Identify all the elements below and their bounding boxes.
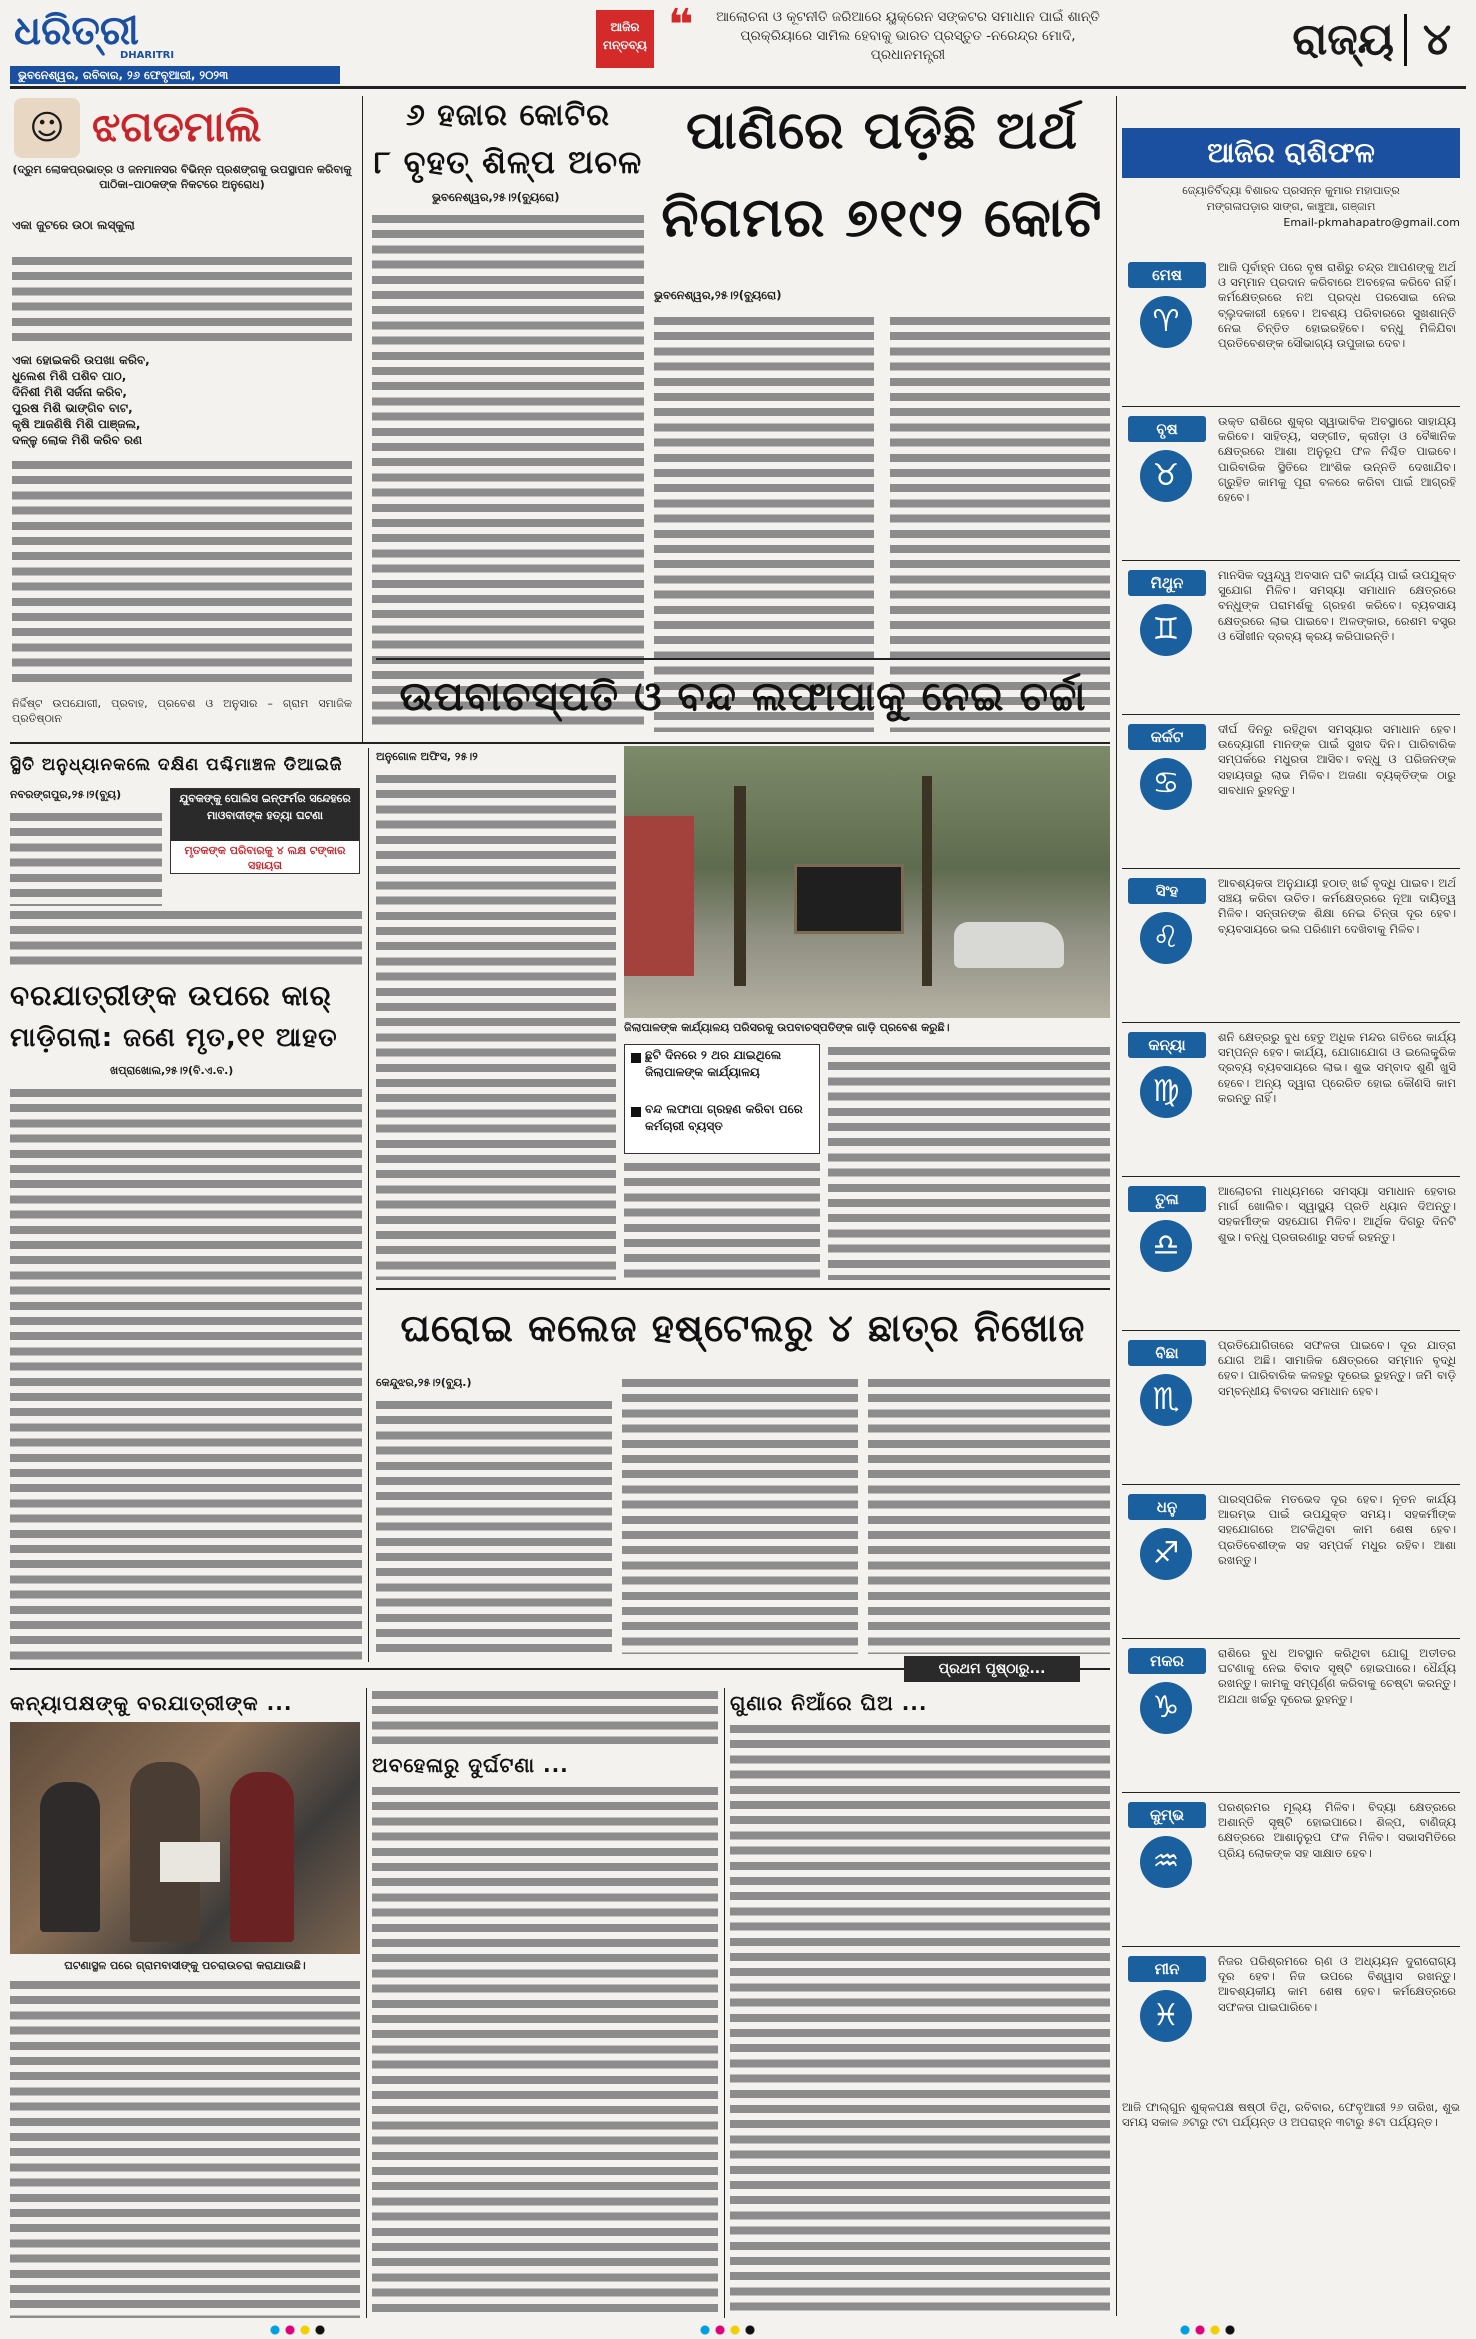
rashifal-sign-text: ଶନି କ୍ଷେତ୍ରରୁ ବୁଧ ହେତୁ ଅଧିକ ମନ୍ଦର ଗତିରେ କାର୍ଯ୍ୟ ସମ୍ପନ୍ନ ହେବ। କାର୍ଯ୍ୟ, ଯୋଗାଯୋଗ ଓ ଇଲେକ୍ଟ୍ରିକ ଦ୍ରବ୍ୟ ବ୍ୟବସାୟରେ ଲାଭ। ଶୁଭ ସମ୍ବାଦ ଶୁଣି ଖୁସି ହେବେ। ଅନ୍ୟ ଦ୍ୱାରା ପ୍ରେରିତ ହୋଇ କୌଣସି କାମ କରନ୍ତୁ ନାହିଁ। bbox=[1218, 1030, 1456, 1105]
registration-dots-icon bbox=[1180, 2325, 1250, 2335]
southern-body-2 bbox=[10, 908, 362, 968]
rashifal-sign-name: ଧନୁ bbox=[1128, 1494, 1206, 1520]
rashifal-sign-name: କନ୍ୟା bbox=[1128, 1032, 1206, 1058]
aries-icon: ♈ bbox=[1140, 296, 1192, 348]
college-dateline: କେନ୍ଦୁଝର,୨୫।୨(ବ୍ୟୁ.) bbox=[376, 1376, 472, 1389]
industry-headline-1: ୬ ହଜାର କୋଟିର bbox=[405, 98, 611, 133]
cartoon-faces-icon: ☺ bbox=[14, 98, 80, 158]
college-top-rule bbox=[376, 1288, 1110, 1290]
poem-line: ଧୁଲେଶ ମିଶି ପଶିବ ପାଠ, bbox=[12, 369, 127, 383]
jhagadmali-column bbox=[10, 96, 356, 736]
accident-body bbox=[10, 1086, 362, 1662]
college-body-col-1 bbox=[376, 1398, 612, 1654]
college-headline: ଘରୋଇ କଲେଜ ହଷ୍ଟେଲରୁ ୪ ଛାତ୍ର ନିଖୋଜ bbox=[400, 1306, 1086, 1350]
column-rule bbox=[362, 96, 363, 744]
bullet-square-icon bbox=[631, 1053, 641, 1063]
southern-box-line: ମୃତକଙ୍କ ପରିବାରକୁ ୪ ଲକ୍ଷ ଟଙ୍କାର ସହାୟତା bbox=[184, 844, 346, 872]
rashifal-sign-text: ଦୀର୍ଘ ଦିନରୁ ରହିଥିବା ସମସ୍ୟାର ସମାଧାନ ହେବ। ଉଦ୍ୟୋଗୀ ମାନଙ୍କ ପାଇଁ ସୁଖଦ ଦିନ। ପାରିବାରିକ ସମ୍ପର୍କରେ ମଧୁରତା ଆସିବ। ବନ୍ଧୁ ଓ ପରିଜନଙ୍କ ସହାୟତାରୁ ଲାଭ ମିଳିବ। ଅଜଣା ବ୍ୟକ୍ତିଙ୍କ ଠାରୁ ସାବଧାନ ରୁହନ୍ତୁ। bbox=[1218, 722, 1456, 797]
aquarius-icon: ♒ bbox=[1140, 1836, 1192, 1888]
jhagadmali-poem bbox=[12, 352, 352, 452]
logo-subtitle: DHARITRI bbox=[120, 50, 175, 61]
rashifal-sign-row bbox=[1122, 1948, 1460, 2102]
industry-headline-2: ୮ ବୃହତ୍ ଶିଳ୍ପ ଅଚଳ bbox=[373, 143, 643, 181]
column-rule bbox=[366, 1688, 367, 2318]
industry-story bbox=[372, 96, 644, 736]
scorpio-icon: ♏ bbox=[1140, 1374, 1192, 1426]
mid-body-col-2 bbox=[828, 1044, 1110, 1280]
mid-bullet-2: ବନ୍ଦ ଲଫାପା ଗ୍ରହଣ କରିବା ପରେ କର୍ମଚାରୀ ବ୍ୟସ୍ତ bbox=[645, 1102, 803, 1133]
masthead bbox=[0, 0, 1476, 84]
rashifal-sign-text: ରାଶିରେ ବୁଧ ଅବସ୍ଥାନ କରିଥିବା ଯୋଗୁ ଅତୀତର ଘଟଣାକୁ ନେଇ ବିବାଦ ସୃଷ୍ଟି ହୋଇପାରେ। ଧୈର୍ଯ୍ୟ ରଖନ୍ତୁ। କାମକୁ ସମ୍ପୂର୍ଣ୍ଣ କରିବାକୁ ଚେଷ୍ଟା କରନ୍ତୁ। ଅଯଥା ଖର୍ଚ୍ଚରୁ ଦୂରେଇ ରୁହନ୍ତୁ। bbox=[1218, 1646, 1456, 1706]
photo-paper-shape bbox=[160, 1842, 220, 1882]
jhagadmali-body-1 bbox=[12, 254, 352, 346]
mid-dateline: ଅନୁଗୋଳ ଅଫିସ, ୨୫।୨ bbox=[376, 750, 478, 763]
accident-headline-1: ବରଯାତ୍ରୀଙ୍କ ଉପରେ କାର୍ bbox=[10, 979, 332, 1012]
cancer-icon: ♋ bbox=[1140, 758, 1192, 810]
virgo-icon: ♍ bbox=[1140, 1066, 1192, 1118]
mid-story-photo bbox=[624, 746, 1110, 1018]
neglect-body bbox=[372, 1784, 718, 2318]
rashifal-sign-text: ମାନସିକ ଦ୍ୱନ୍ଦ୍ୱ ଅବସାନ ଘଟି କାର୍ଯ୍ୟ ପାଇଁ ଉପଯୁକ୍ତ ସୁଯୋଗ ମିଳିବ। ସମସ୍ୟା ସମାଧାନ କ୍ଷେତ୍ରରେ ବନ୍ଧୁଙ୍କ ପରାମର୍ଶକୁ ଗ୍ରହଣ କରିବେ। ବ୍ୟବସାୟ କ୍ଷେତ୍ରରେ ଲାଭ ପାଇବେ। ଅଳଙ୍କାର, ରେଶମ ବସ୍ତ୍ର ଓ ସୌଖୀନ ଦ୍ରବ୍ୟ କ୍ରୟ କରିପାରନ୍ତି। bbox=[1218, 568, 1456, 643]
bride-body bbox=[10, 1978, 360, 2318]
rashifal-sign-name: ମେଷ bbox=[1128, 262, 1206, 288]
mid-headline: ଉପବାଚସ୍ପତି ଓ ବନ୍ଦ ଲଫାପାକୁ ନେଇ ଚର୍ଚ୍ଚା bbox=[399, 674, 1087, 720]
lead-story bbox=[654, 96, 1110, 736]
column-rule bbox=[368, 748, 369, 1662]
rashifal-sign-name: ବିଛା bbox=[1128, 1340, 1206, 1366]
continued-tag: ପ୍ରଥମ ପୃଷ୍ଠାରୁ... bbox=[904, 1656, 1080, 1682]
college-body-col-2 bbox=[622, 1376, 858, 1654]
panjika-text: ଆଜି ଫାଲ୍ଗୁନ ଶୁକ୍ଳପକ୍ଷ ଷଷ୍ଠୀ ତିଥି, ରବିବାର, ଫେବୃଆରୀ ୨୬ ତାରିଖ, ଶୁଭ ସମୟ ସକାଳ ୬ଟାରୁ ୯ଟା ପର୍ଯ୍ୟନ୍ତ ଓ ଅପରାହ୍ନ ୩ଟାରୁ ୫ଟା ପର୍ଯ୍ୟନ୍ତ। bbox=[1122, 2100, 1460, 2130]
astrologer-address: ମଙ୍ଗଳାପଡ଼ାର ସାଙ୍ଗ, କାଞ୍ଚୁଆ, ଗଞ୍ଜାମ bbox=[1206, 200, 1376, 213]
rashifal-divider bbox=[1122, 1792, 1460, 1793]
accident-dateline: ଖପ୍ରାଖୋଲ,୨୫।୨(ବି.ଏ.ବ.) bbox=[110, 1064, 234, 1077]
gemini-icon: ♊ bbox=[1140, 604, 1192, 656]
poem-line: ପୁରଷ ମିଶି ଭାଙ୍ଗିବ ବାଟ, bbox=[12, 401, 133, 415]
poem-line: ଦଳ୍ଳୁ ଲୋକ ମିଶି କରିବ ରଣ bbox=[12, 433, 143, 447]
mid-body-col-3 bbox=[624, 1160, 820, 1280]
jhagadmali-title: ଝଗଡମାଲି bbox=[92, 102, 262, 151]
lead-dateline: ଭୁବନେଶ୍ୱର,୨୫।୨(ବ୍ୟୁରୋ) bbox=[654, 288, 782, 302]
jhagadmali-intro: (ଦ୍ରୁମ ଲୋକପ୍ରଭାତ୍ର ଓ ଜନମାନସର ବିଭିନ୍ନ ପ୍ରଶଙ୍ଗକୁ ଉପସ୍ଥାପନ କରିବାକୁ ପାଠିକା–ପାଠକଙ୍କ ନିକଟରେ ଅନୁରୋଧ) bbox=[12, 163, 352, 192]
bullet-square-icon bbox=[631, 1107, 641, 1117]
mid-bullets-box bbox=[624, 1044, 820, 1154]
photo-person-shape bbox=[230, 1772, 294, 1942]
rashifal-header: ଆଜିର ରାଶିଫଳ bbox=[1122, 128, 1460, 178]
registration-dots-icon bbox=[270, 2325, 340, 2335]
mid-bullet-1: ଛୁଟି ଦିନରେ ୨ ଥର ଯାଇଥିଲେ ଜିଲାପାଳଙ୍କ କାର୍ଯ୍ୟାଳୟ bbox=[645, 1048, 782, 1079]
jhagadmali-lead: ଏକା ଜୁଟରେ ଉଠା ଲସ୍କୁଲା bbox=[12, 218, 135, 232]
quote-mark-icon: ❝ bbox=[668, 0, 694, 51]
southern-dateline: ନବରଙ୍ଗପୁର,୨୫।୨(ବ୍ୟୁ) bbox=[10, 788, 122, 801]
rashifal-sign-text: ଆବଶ୍ୟକତା ଅନୁଯାୟୀ ହଠାତ୍ ଖର୍ଚ୍ଚ ବୃଦ୍ଧି ପାଇବ। ଅର୍ଥ ସଞ୍ଚୟ କରିବା ଉଚିତ। କର୍ମକ୍ଷେତ୍ରରେ ନୂଆ ଦାୟିତ୍ୱ ମିଳିବ। ସନ୍ତାନଙ୍କ ଶିକ୍ଷା ନେଇ ଚିନ୍ତା ଦୂର ହେବ। ବ୍ୟବସାୟରେ ଭଲ ପରିଣାମ ଦେଖିବାକୁ ମିଳିବ। bbox=[1218, 876, 1456, 936]
pisces-icon: ♓ bbox=[1140, 1990, 1192, 2042]
jhagadmali-body-2 bbox=[12, 458, 352, 686]
poem-line: ଏକା ହୋଇକରି ଉପଖା କରିବ, bbox=[12, 353, 150, 367]
photo-tree-trunk-shape bbox=[922, 776, 932, 986]
rashifal-divider bbox=[1122, 1330, 1460, 1331]
quote-text: ଆଲୋଚନା ଓ କୂଟନୀତି ଜରିଆରେ ୟୁକ୍ରେନ ସଙ୍କଟର ସମାଧାନ ପାଇଁ ଶାନ୍ତି ପ୍ରକ୍ରିୟାରେ ସାମିଲ ହେବାକୁ ଭାରତ ପ୍ରସ୍ତୁତ -ନରେନ୍ଦ୍ର ମୋଦି, ପ୍ରଧାନମନ୍ତ୍ରୀ bbox=[716, 9, 1100, 63]
rashifal-sign-text: ପାରସ୍ପରିକ ମତଭେଦ ଦୂର ହେବ। ନୂତନ କାର୍ଯ୍ୟ ଆରମ୍ଭ ପାଇଁ ଉପଯୁକ୍ତ ସମୟ। ସହକର୍ମୀଙ୍କ ସହଯୋଗରେ ଅଟକିଥିବା କାମ ଶେଷ ହେବ। ପ୍ରତିବେଶୀଙ୍କ ସହ ସମ୍ପର୍କ ମଧୁର ରହିବ। ଆଶା ରଖନ୍ତୁ। bbox=[1218, 1492, 1456, 1567]
neglect-intro-body bbox=[372, 1688, 718, 1744]
rashifal-sign-name: ସିଂହ bbox=[1128, 878, 1206, 904]
photo-signboard-shape bbox=[794, 864, 904, 934]
college-body-col-3 bbox=[868, 1376, 1110, 1654]
rashifal-divider bbox=[1122, 868, 1460, 869]
rashifal-divider bbox=[1122, 1022, 1460, 1023]
rashifal-sign-name: ମକର bbox=[1128, 1648, 1206, 1674]
industry-dateline: ଭୁବନେଶ୍ୱର,୨୫।୨(ବ୍ୟୁରୋ) bbox=[432, 190, 560, 204]
poem-line: ଦିନିଶୀ ମିଶି ସର୍ଜନା କରିବ, bbox=[12, 385, 127, 399]
rashifal-sign-name: ତୁଳା bbox=[1128, 1186, 1206, 1212]
mid-photo-caption: ଜିଲାପାଳଙ୍କ କାର୍ଯ୍ୟାଳୟ ପରିସରକୁ ଉପବାଚସ୍ପତିଙ୍କ ଗାଡ଼ି ପ୍ରବେଶ କରୁଛି। bbox=[624, 1021, 950, 1034]
section-rule bbox=[10, 742, 1110, 744]
bride-photo bbox=[10, 1722, 360, 1954]
masthead-rule bbox=[10, 86, 1466, 89]
ghee-headline: ଗୁଣାର ନିଆଁରେ ଘିଅ ... bbox=[730, 1691, 928, 1715]
leo-icon: ♌ bbox=[1140, 912, 1192, 964]
rashifal-sign-row bbox=[1122, 408, 1460, 562]
dateline-bar: ଭୁବନେଶ୍ୱର, ରବିବାର, ୨୬ ଫେବୃଆରୀ, ୨୦୨୩ bbox=[10, 66, 340, 84]
quote-tag: ଆଜିର ମନ୍ତବ୍ୟ bbox=[596, 10, 654, 68]
rashifal-divider bbox=[1122, 714, 1460, 715]
photo-building-shape bbox=[624, 816, 694, 976]
rashifal-sign-text: ଆଲୋଚନା ମାଧ୍ୟମରେ ସମସ୍ୟା ସମାଧାନ ହେବାର ମାର୍ଗ ଖୋଲିବ। ସ୍ୱାସ୍ଥ୍ୟ ପ୍ରତି ଧ୍ୟାନ ଦିଅନ୍ତୁ। ସହକର୍ମୀଙ୍କ ସହଯୋଗ ମିଳିବ। ଆର୍ଥିକ ଦିଗରୁ ଦିନଟି ଶୁଭ। ବନ୍ଧୁ ପ୍ରତାରଣାରୁ ସତର୍କ ରହନ୍ତୁ। bbox=[1218, 1184, 1456, 1244]
bride-headline: କନ୍ୟାପକ୍ଷଙ୍କୁ ବରଯାତ୍ରୀଙ୍କ ... bbox=[10, 1691, 293, 1715]
section-divider bbox=[1404, 14, 1407, 66]
astrologer-name: ଜ୍ୟୋତିର୍ବିଦ୍ୟା ବିଶାରଦ ପ୍ରସନ୍ନ କୁମାର ମହାପାତ୍ର bbox=[1182, 184, 1400, 197]
neglect-headline: ଅବହେଳାରୁ ଦୁର୍ଘଟଣା ... bbox=[372, 1753, 569, 1777]
poem-line: କୃଷି ଆଜଣିଷି ମିଶି ପାଞ୍ଜଲ, bbox=[12, 417, 141, 431]
southern-body-1 bbox=[10, 810, 162, 906]
photo-car-shape bbox=[954, 922, 1064, 968]
print-marks-strip bbox=[0, 2322, 1476, 2339]
rashifal-sign-row bbox=[1122, 1178, 1460, 1332]
capricorn-icon: ♑ bbox=[1140, 1682, 1192, 1734]
rashifal-sign-row bbox=[1122, 1640, 1460, 1794]
photo-person-shape bbox=[40, 1782, 100, 1932]
rashifal-rule bbox=[1116, 96, 1117, 2316]
mid-body-col-1 bbox=[376, 772, 616, 1280]
bride-photo-caption: ଘଟଣାସ୍ଥଳ ପରେ ଗ୍ରାମବାସୀଙ୍କୁ ପଚରାଉଚରା କରାଯାଉଛି। bbox=[64, 1959, 306, 1972]
rashifal-divider bbox=[1122, 1484, 1460, 1485]
rashifal-sign-row bbox=[1122, 716, 1460, 870]
lead-headline-2: ନିଗମର ୭୧୯୨ କୋଟି bbox=[661, 186, 1103, 249]
rashifal-sign-row bbox=[1122, 1486, 1460, 1640]
ghee-body bbox=[730, 1722, 1110, 2318]
rashifal-sign-name: ବୃଷ bbox=[1128, 416, 1206, 442]
rashifal-sign-row bbox=[1122, 1024, 1460, 1178]
taurus-icon: ♉ bbox=[1140, 450, 1192, 502]
rashifal-sign-row bbox=[1122, 254, 1460, 408]
rashifal-sign-text: ନିଜର ପରିଶ୍ରମରେ ଋଣ ଓ ଅଧ୍ୟୟନ ଦୁରାରୋଗ୍ୟ ଦୂର ହେବ। ନିଜ ଉପରେ ବିଶ୍ୱାସ ରଖନ୍ତୁ। ଆବଶ୍ୟକୀୟ କାମ ଶେଷ ହେବ। କର୍ମକ୍ଷେତ୍ରରେ ସଫଳତା ପାଇପାରିବେ। bbox=[1218, 1954, 1456, 2014]
registration-dots-icon bbox=[700, 2325, 770, 2335]
rashifal-sign-row bbox=[1122, 562, 1460, 716]
mid-top-rule bbox=[376, 658, 1110, 660]
rashifal-sign-name: ମୀନ bbox=[1128, 1956, 1206, 1982]
rashifal-divider bbox=[1122, 1638, 1460, 1639]
section-name: ରାଜ୍ୟ bbox=[1292, 14, 1394, 65]
page-number: ୪ bbox=[1422, 14, 1452, 65]
rashifal-sign-text: ଆଜି ପୂର୍ବାହ୍ନ ପରେ ବୃଷ ରାଶିରୁ ଚନ୍ଦ୍ର ଆପଣଙ୍କୁ ଅର୍ଥ ଓ ସମ୍ମାନ ପ୍ରଦାନ କରିବାରେ ଅବହେଳା କରିବେ ନାହିଁ। କର୍ମକ୍ଷେତ୍ରରେ ନଅ ପ୍ରଦ୍ଧ ପରସୋଇ ନେଇ ବ୍ଲୁଦକାରୀ ହେବେ। ଅବଶ୍ୟ ପରିବାରରେ ସୁଖଶାନ୍ତି ନେଇ ଚିନ୍ତିତ ହୋଇରହିବେ। ବନ୍ଧୁ ମିଳିଯିବା ପ୍ରତିବେଶଙ୍କ ସୌଭାଗ୍ୟ ଉପୁଜାଇ ଦେବ। bbox=[1218, 260, 1456, 351]
libra-icon: ♎ bbox=[1140, 1220, 1192, 1272]
astrologer-email: Email-pkmahapatro@gmail.com bbox=[1283, 216, 1460, 229]
rashifal-sign-name: କୁମ୍ଭ bbox=[1128, 1802, 1206, 1828]
rashifal-sign-row bbox=[1122, 1794, 1460, 1948]
jhagadmali-credit: ନିର୍ଦ୍ଦିଷ୍ଟ ଉପଯୋଗୀ, ପ୍ରବାହ, ପ୍ରବେଶ ଓ ଅନୁସାର – ଗ୍ରାମ ସମାଜିକ ପ୍ରତିଷ୍ଠାନ bbox=[12, 697, 352, 726]
lead-headline-1: ପାଣିରେ ପଡ଼ିଛି ଅର୍ଥ bbox=[685, 101, 1079, 161]
accident-headline-2: ମାଡ଼ିଗଲା: ଜଣେ ମୃତ,୧୧ ଆହତ bbox=[10, 1023, 338, 1053]
rashifal-sign-text: ପ୍ରତିଯୋଗିତାରେ ସଫଳତା ପାଇବେ। ଦୂର ଯାତ୍ରା ଯୋଗ ଅଛି। ସାମାଜିକ କ୍ଷେତ୍ରରେ ସମ୍ମାନ ବୃଦ୍ଧି ହେବ। ପାରିବାରିକ କଳହରୁ ଦୂରେଇ ରୁହନ୍ତୁ। ଜମି ବାଡ଼ି ସମ୍ବନ୍ଧୀୟ ବିବାଦର ସମାଧାନ ହେବ। bbox=[1218, 1338, 1456, 1398]
rashifal-divider bbox=[1122, 1176, 1460, 1177]
southern-box-title: ଯୁବକଙ୍କୁ ପୋଲିସ ଇନ୍‌ଫର୍ମର ସନ୍ଦେହରେ ମାଓବାଦୀଙ୍କ ହତ୍ୟା ଘଟଣା bbox=[171, 789, 359, 841]
rashifal-sign-text: ପରଶ୍ରମର ମୂଲ୍ୟ ମିଳିବ। ବିଦ୍ୟା କ୍ଷେତ୍ରରେ ଅଶାନ୍ତି ସୃଷ୍ଟି ହୋଇପାରେ। ଶିଳ୍ପ, ବାଣିଜ୍ୟ କ୍ଷେତ୍ରରେ ଆଶାନୁରୂପ ଫଳ ମିଳିବ। ସଭାସମିତିରେ ପ୍ରିୟ ଲୋକଙ୍କ ସହ ସାକ୍ଷାତ ହେବ। bbox=[1218, 1800, 1456, 1860]
sagittarius-icon: ♐ bbox=[1140, 1528, 1192, 1580]
southern-headline: ସ୍ଥିତି ଅନୁଧ୍ୟାନକଲେ ଦକ୍ଷିଣ ପଶ୍ଚିମାଞ୍ଚଳ ଡିଆଇଜି bbox=[10, 755, 343, 775]
column-rule bbox=[724, 1688, 725, 2318]
rashifal-sign-name: ମିଥୁନ bbox=[1128, 570, 1206, 596]
rashifal-sign-text: ଉକ୍ତ ରାଶିରେ ଶୁକ୍ର ସ୍ୱାଭାବିକ ଅବସ୍ଥାରେ ସାହାଯ୍ୟ କରିବେ। ସାହିତ୍ୟ, ସଙ୍ଗୀତ, କ୍ରୀଡ଼ା ଓ ବୈଜ୍ଞାନିକ କ୍ଷେତ୍ରରେ ଆଶା ଅନୁରୂପ ଫଳ ନିଶ୍ଚିତ ପାଇବେ। ପାରିବାରିକ ସ୍ଥିତିରେ ଆଂଶିକ ଉନ୍ନତି ଦେଖାଯିବ। ଗ୍ରୁହିତ କାମକୁ ପୂରା ବଳରେ କରିବା ପାଇଁ ଆଗ୍ରହି ହେବେ। bbox=[1218, 414, 1456, 505]
rashifal-sign-row bbox=[1122, 1332, 1460, 1486]
industry-body bbox=[372, 212, 644, 732]
newspaper-logo: ଧରିତ୍ରୀ bbox=[14, 8, 139, 54]
rashifal-divider bbox=[1122, 406, 1460, 407]
photo-tree-trunk-shape bbox=[734, 786, 746, 986]
rashifal-divider bbox=[1122, 560, 1460, 561]
rashifal-sign-row bbox=[1122, 870, 1460, 1024]
rashifal-sign-name: କର୍କଟ bbox=[1128, 724, 1206, 750]
rashifal-divider bbox=[1122, 1946, 1460, 1947]
southern-highlight-box bbox=[170, 788, 360, 874]
